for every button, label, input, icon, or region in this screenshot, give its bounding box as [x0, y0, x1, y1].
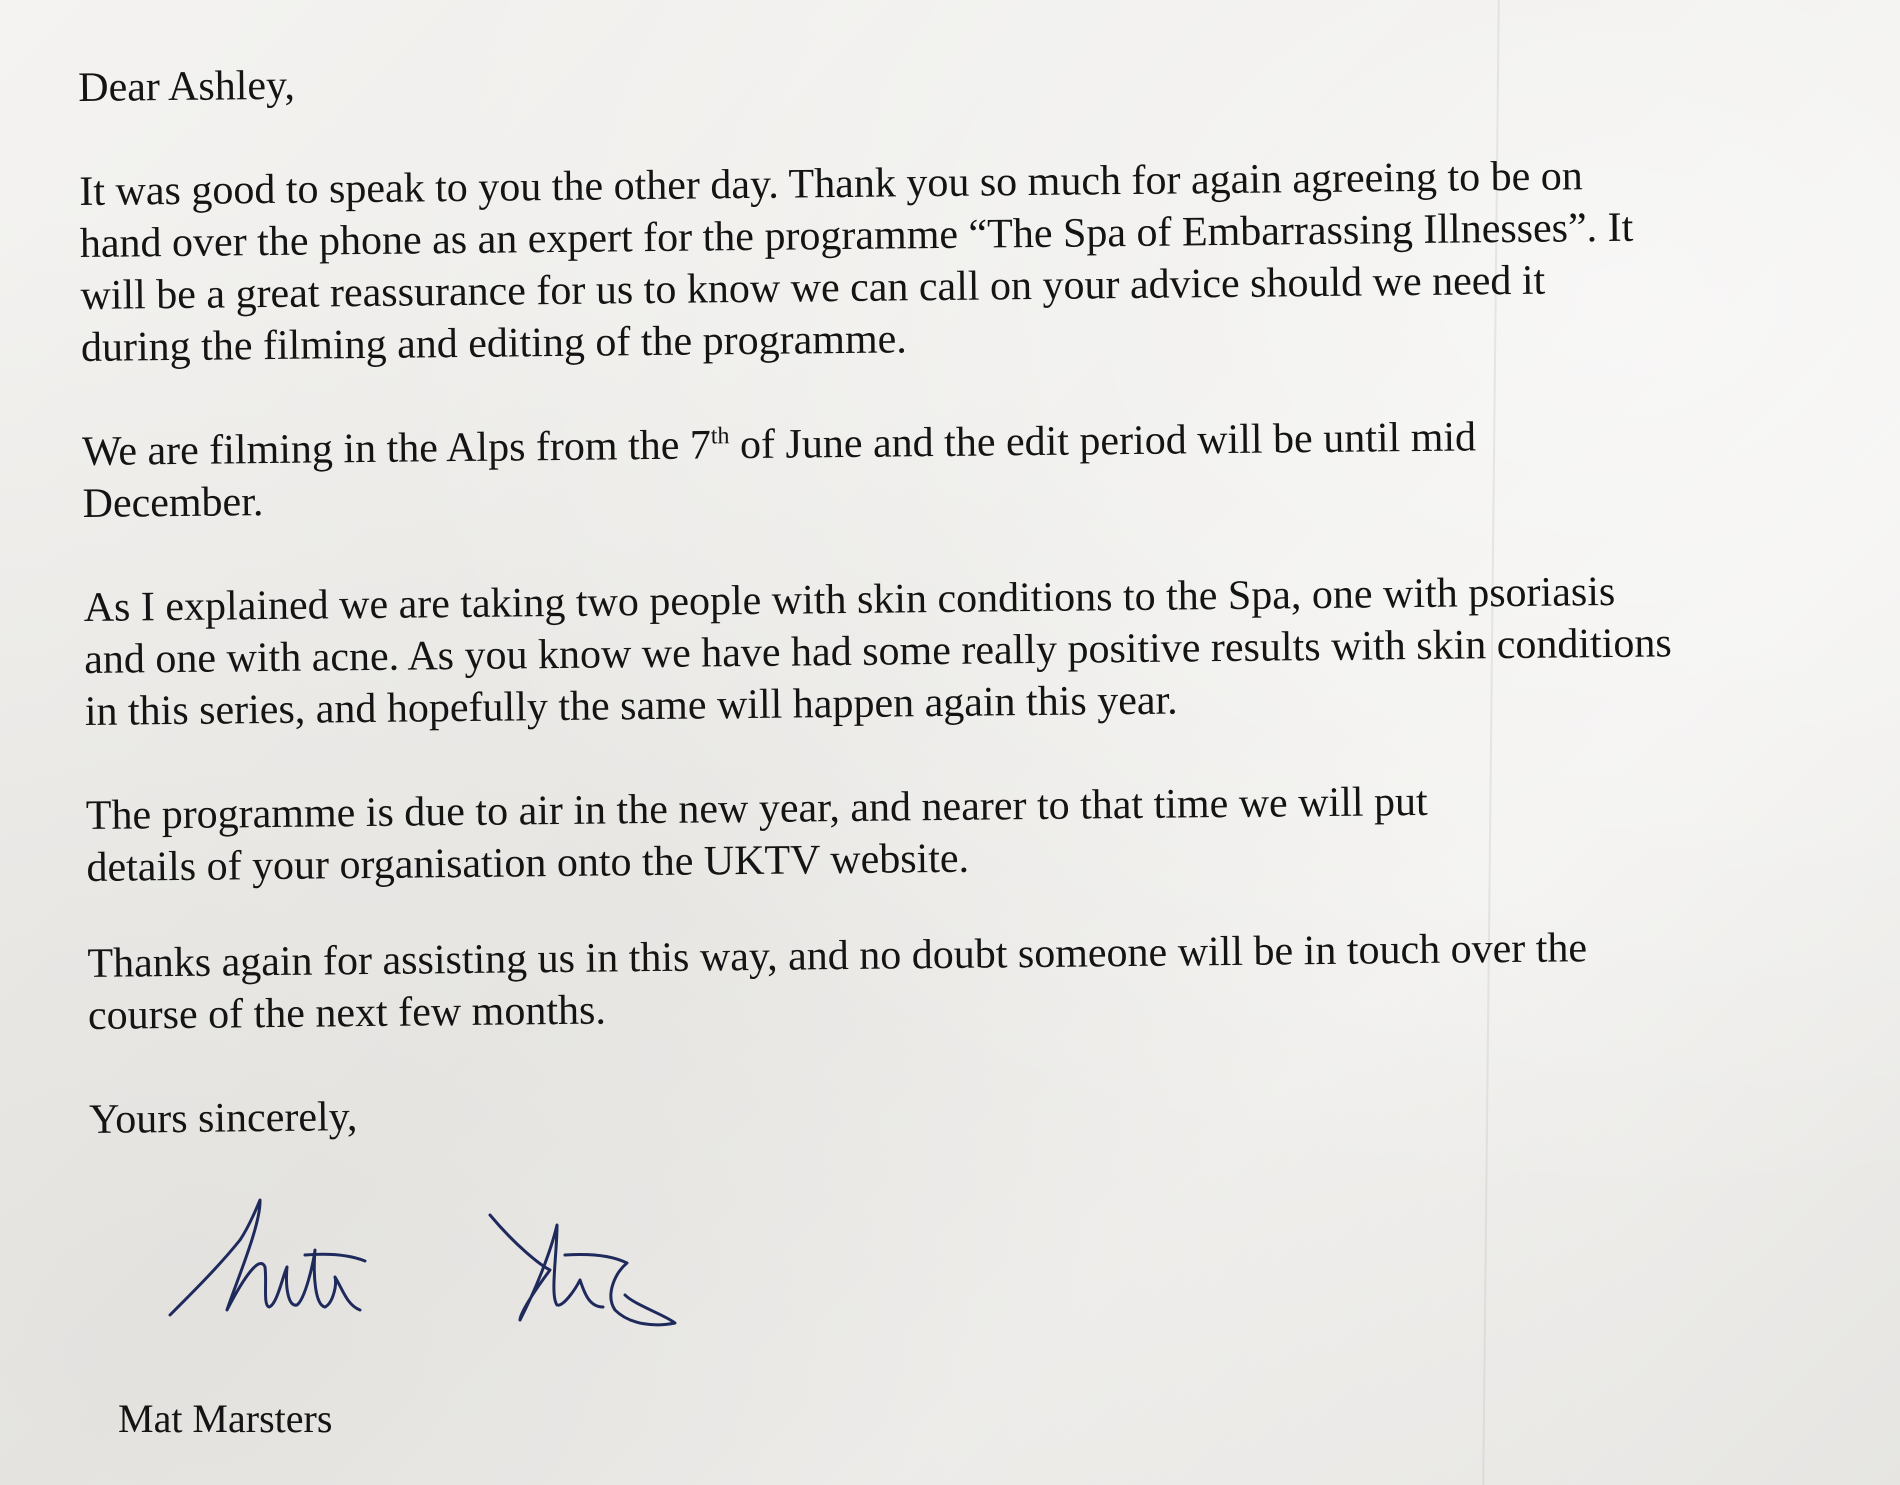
- paragraph-2-end: of June and the edit period will be until mid December.: [82, 414, 1477, 527]
- paragraph-2-superscript: th: [710, 423, 730, 450]
- salutation: Dear Ashley,: [78, 62, 296, 111]
- handwritten-signature: [165, 1195, 685, 1345]
- paragraph-1: It was good to speak to you the other day. Thank you so much for again agreeing to be on hand over the phone as an expert for the programme “The Spa of Embarrassing Illnesses”. It will be a great reassurance for us to know we can call on your advice should we need it during the filming and editing of the programme.: [79, 153, 1634, 371]
- paragraph-2: [82, 410, 1643, 530]
- closing: Yours sincerely,: [88, 1094, 358, 1143]
- paragraph-4: The programme is due to air in the new year, and nearer to that time we will put details of your organisation onto the UKTV website.: [85, 778, 1428, 891]
- letter-body: [78, 45, 1709, 1146]
- paragraph-5: Thanks again for assisting us in this way, and no doubt someone will be in touch over the course of the next few months.: [87, 925, 1588, 1039]
- paragraph-2-start: We are filming in the Alps from the 7: [81, 422, 712, 475]
- paragraph-3: As I explained we are taking two people with skin conditions to the Spa, one with psoriasis and one with acne. As you know we have had some really positive results with skin conditions in this series, and hopefully the same will happen again this year.: [83, 568, 1672, 735]
- sender-name: Mat Marsters: [118, 1396, 333, 1441]
